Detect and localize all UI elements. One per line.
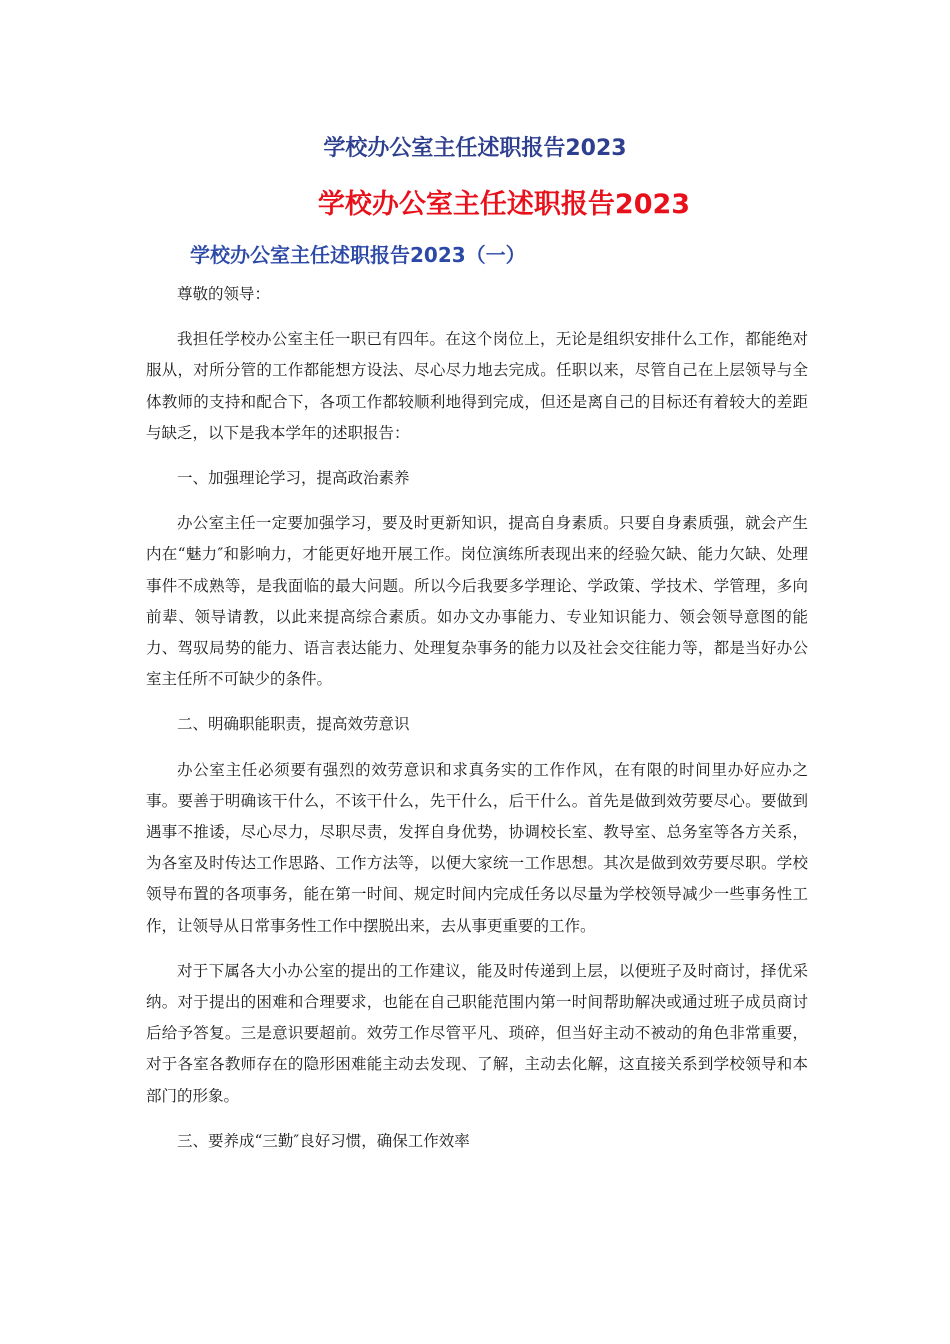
- document-body: [146, 279, 808, 1171]
- section-heading-2: 二、明确职能职责，提高效劳意识: [177, 715, 410, 734]
- greeting-line: 尊敬的领导：: [177, 285, 271, 303]
- document-title-top: 学校办公室主任述职报告2023: [323, 136, 627, 161]
- paragraph-section-2a: 办公室主任必须要有强烈的效劳意识和求真务实的工作作风，在有限的时间里办好应办之事。要善于明确该干什么，不该干什么，先干什么，后干什么。首先是做到效劳要尽心。要做到遇事不推诿，尽心尽力，尽职尽责，发挥自身优势，协调校长室、教导室、总务室等各方关系，为各室及时传达工作思路、工作方法等，以便大家统一工作思想。其次是做到效劳要尽职。学校领导布置的各项事务，能在第一时间、规定时间内完成任务以尽量为学校领导减少一些事务性工作，让领导从日常事务性工作中摆脱出来，去从事更重要的工作。: [146, 760, 808, 935]
- paragraph-section-2b: 对于下属各大小办公室的提出的工作建议，能及时传递到上层，以便班子及时商讨，择优采纳。对于提出的困难和合理要求，也能在自己职能范围内第一时间帮助解决或通过班子成员商讨后给予答复。三是意识要超前。效劳工作尽管平凡、琐碎，但当好主动不被动的角色非常重要，对于各室各教师存在的隐形困难能主动去发现、了解，主动去化解，这直接关系到学校领导和本部门的形象。: [146, 961, 808, 1105]
- paragraph-intro: 我担任学校办公室主任一职已有四年。在这个岗位上，无论是组织安排什么工作，都能绝对服从，对所分管的工作都能想方设法、尽心尽力地去完成。任职以来，尽管自己在上层领导与全体教师的支持和配合下，各项工作都较顺利地得到完成，但还是离自己的目标还有着较大的差距与缺乏，以下是我本学年的述职报告：: [146, 330, 808, 442]
- section-subtitle: 学校办公室主任述职报告2023（一）: [190, 243, 526, 267]
- document-title-main: 学校办公室主任述职报告2023: [317, 189, 691, 220]
- section-heading-1: 一、加强理论学习，提高政治素养: [177, 469, 410, 488]
- section-heading-3: 三、要养成“三勤″良好习惯，确保工作效率: [177, 1131, 470, 1150]
- paragraph-section-1: 办公室主任一定要加强学习，要及时更新知识，提高自身素质。只要自身素质强，就会产生内在“魅力″和影响力，才能更好地开展工作。岗位演练所表现出来的经验欠缺、能力欠缺、处理事件不成熟等，是我面临的最大问题。所以今后我要多学理论、学政策、学技术、学管理，多向前辈、领导请教，以此来提高综合素质。如办文办事能力、专业知识能力、领会领导意图的能力、驾驭局势的能力、语言表达能力、处理复杂事务的能力以及社会交往能力等，都是当好办公室主任所不可缺少的条件。: [146, 514, 808, 689]
